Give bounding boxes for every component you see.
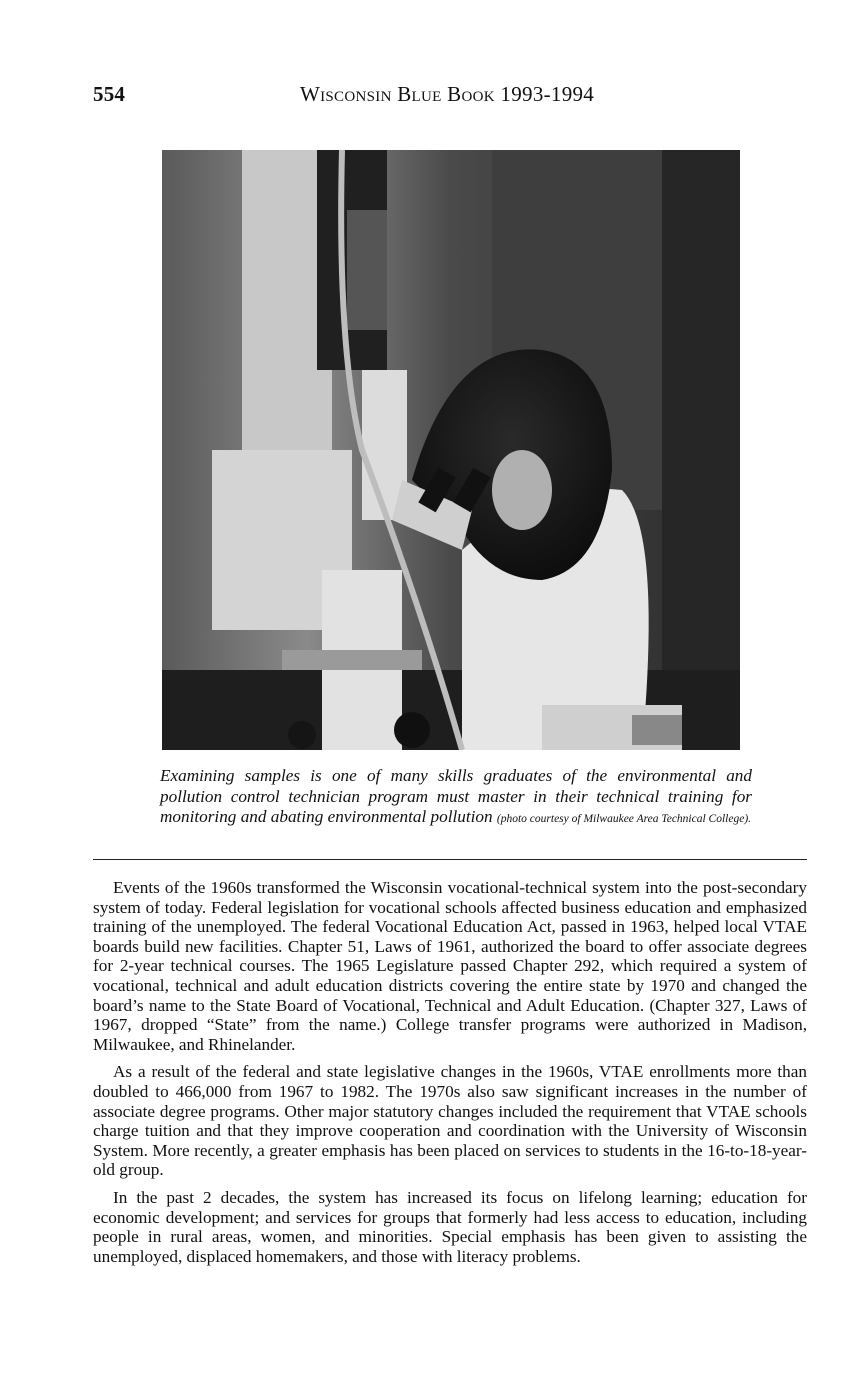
photo-credit: (photo courtesy of Milwaukee Area Technical College). [496,813,752,825]
paragraph: In the past 2 decades, the system has increased its focus on lifelong learning; education for economic development; and services for groups that formerly had less access to education, including people in rural areas, women, and minorities. Special emphasis has been given to assisting the unemployed, displaced homemakers, and those with literacy problems. [93,1187,807,1266]
page-number: 554 [93,82,126,106]
body-text [93,878,807,1274]
section-divider [93,859,807,860]
caption-text: Examining samples is one of many skills graduates of the environmental and pollution control technician program must master in their technical training for monitoring and abating environmental pollution [160,766,752,826]
figure-caption [160,766,752,830]
running-title: Wisconsin Blue Book 1993-1994 [300,82,595,106]
paragraph: Events of the 1960s transformed the Wisconsin vocational-technical system into the post-secondary system of today. Federal legislation for vocational schools affected business education and emphasized training of the unemployed. The federal Vocational Education Act, passed in 1963, helped local VTAE boards build new facilities. Chapter 51, Laws of 1961, authorized the board to offer associate degrees for 2-year technical courses. The 1965 Legislature passed Chapter 292, which required a system of vocational, technical and adult education districts covering the entire state by 1970 and changed the board’s name to the State Board of Vocational, Technical and Adult Education. (Chapter 327, Laws of 1967, dropped “State” from the name.) College transfer programs were authorized in Madison, Milwaukee, and Rhinelander. [93,878,807,1054]
paragraph: As a result of the federal and state legislative changes in the 1960s, VTAE enrollments more than doubled to 466,000 from 1967 to 1982. The 1970s also saw significant increases in the number of associate degree programs. Other major statutory changes included the requirement that VTAE schools charge tuition and that they improve cooperation and coordination with the University of Wisconsin System. More recently, a greater emphasis has been placed on services to students in the 16-to-18-year-old group. [93,1062,807,1180]
figure-photo [162,150,740,750]
